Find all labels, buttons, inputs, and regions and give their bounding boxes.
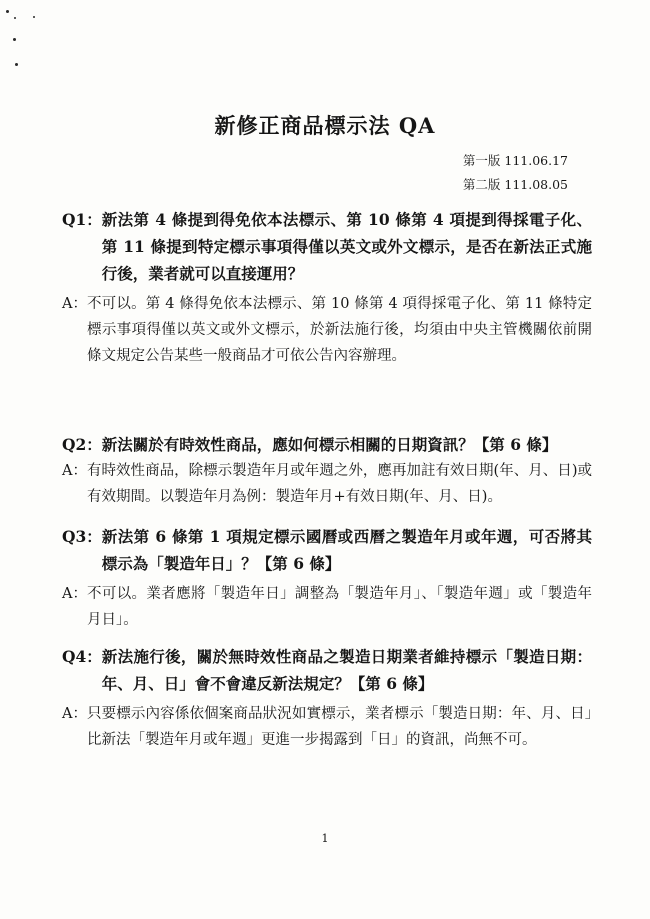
scan-speck <box>15 63 18 66</box>
question-4 <box>62 643 592 697</box>
question-label: Q1： <box>62 210 102 229</box>
question-3 <box>62 523 592 577</box>
question-text: 新法第 4 條提到得免依本法標示、第 10 條第 4 項提到得採電子化、第 11 條提到特定標示事項得僅以英文或外文標示，是否在新法正式施行後，業者就可以直接運用？ <box>101 210 592 283</box>
qa-item-3 <box>62 523 592 633</box>
question-label: Q3： <box>62 527 102 546</box>
answer-text: 不可以。業者應將「製造年日」調整為「製造年月」、「製造年週」或「製造年月日」。 <box>86 586 592 628</box>
document-title: 新修正商品標示法 QA <box>214 113 436 138</box>
qa-item-2 <box>62 431 592 510</box>
question-text: 新法關於有時效性商品，應如何標示相關的日期資訊？【第 6 條】 <box>101 435 558 454</box>
scan-speck <box>6 10 9 13</box>
scan-speck <box>13 38 16 41</box>
page-number: 1 <box>321 832 329 845</box>
answer-1 <box>62 291 592 369</box>
question-text: 新法施行後，關於無時效性商品之製造日期業者維持標示「製造日期：年、月、日」會不會違反新法規定？【第 6 條】 <box>101 647 592 693</box>
version-line-1: 第一版 111.06.17 <box>462 153 568 168</box>
answer-4 <box>62 701 592 753</box>
question-label: Q4： <box>62 647 102 666</box>
qa-item-4 <box>62 643 592 753</box>
question-2 <box>62 431 592 458</box>
version-line-2: 第二版 111.08.05 <box>462 177 568 192</box>
question-label: Q2： <box>62 435 102 454</box>
answer-label: A： <box>62 706 87 722</box>
answer-3 <box>62 581 592 633</box>
answer-text: 只要標示內容係依個案商品狀況如實標示，業者標示「製造日期：年、月、日」比新法「製造年月或年週」更進一步揭露到「日」的資訊，尚無不可。 <box>86 706 592 748</box>
answer-text: 有時效性商品，除標示製造年月或年週之外，應再加註有效日期(年、月、日)或有效期間。以製造年月為例：製造年月+有效日期(年、月、日)。 <box>86 463 592 505</box>
scan-speck <box>14 17 16 19</box>
answer-label: A： <box>62 586 87 602</box>
question-text: 新法第 6 條第 1 項規定標示國曆或西曆之製造年月或年週，可否將其標示為「製造年日」？【第 6 條】 <box>101 527 592 573</box>
answer-text: 不可以。第 4 條得免依本法標示、第 10 條第 4 項得採電子化、第 11 條特定標示事項得僅以英文或外文標示，於新法施行後，均須由中央主管機關依前開條文規定公告某些一般商品才可依公告內容辦理。 <box>86 296 592 364</box>
qa-item-1 <box>62 206 592 369</box>
question-1 <box>62 206 592 287</box>
answer-label: A： <box>62 296 87 312</box>
answer-label: A： <box>62 463 87 479</box>
scan-speck <box>33 16 35 18</box>
answer-2 <box>62 458 592 510</box>
